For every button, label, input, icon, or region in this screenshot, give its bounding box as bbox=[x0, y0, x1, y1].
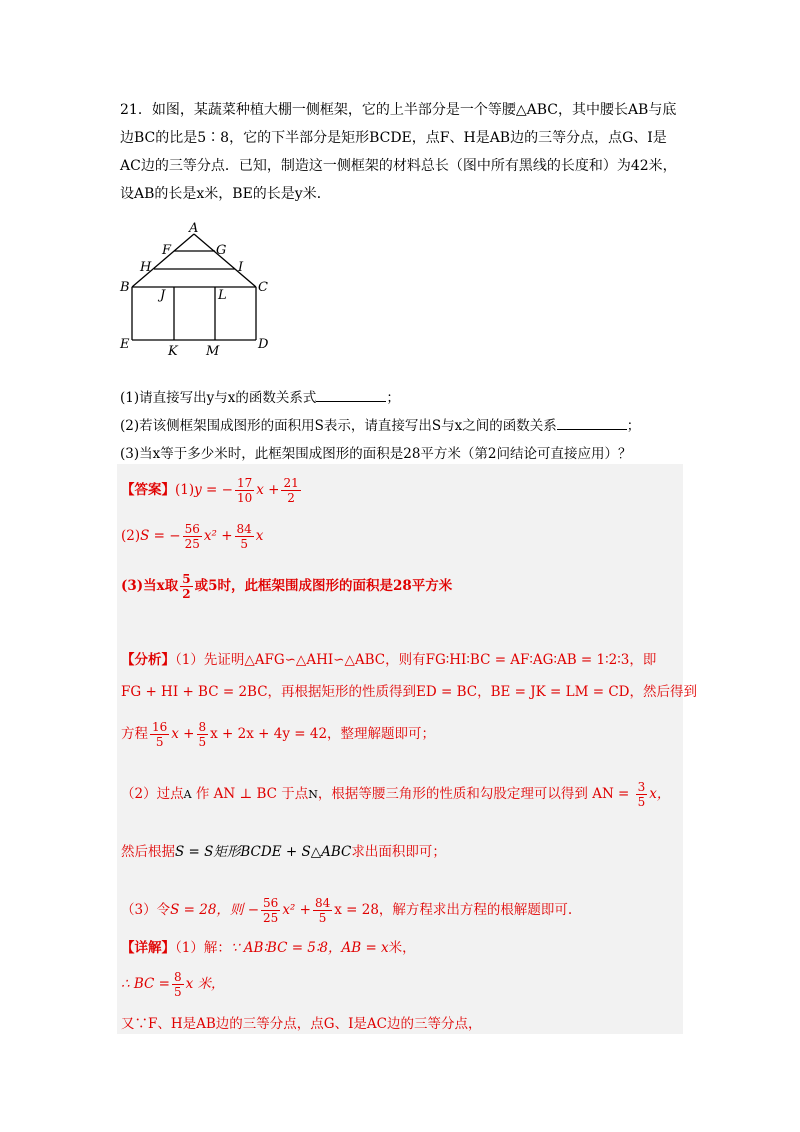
fraction: $\frac{8}{5}$ bbox=[198, 720, 207, 749]
label-j: J bbox=[160, 288, 166, 303]
fraction: $\frac{21}{2}$ bbox=[283, 476, 299, 505]
fraction: $\frac{3}{5}$ bbox=[637, 780, 646, 809]
analysis-line-2: FG + HI + BC = 2BC，再根据矩形的性质得到ED = BC，BE = JK = LM = CD，然后得到 bbox=[121, 684, 697, 700]
label-h: H bbox=[140, 260, 152, 275]
detail-line-2: ∴ BC = $\frac{8}{5}$ x 米， bbox=[121, 970, 225, 999]
question-3: (3)当x等于多少米时，此框架围成图形的面积是28平方米（第2问结论可直接应用）？ bbox=[120, 446, 632, 462]
fraction: $\frac{56}{25}$ bbox=[184, 522, 200, 551]
label-a: A bbox=[189, 222, 199, 236]
answer-blank-1 bbox=[316, 387, 386, 402]
label-c: C bbox=[258, 280, 268, 295]
label-k: K bbox=[168, 344, 178, 359]
analysis-tag: 【分析】 bbox=[121, 652, 175, 668]
question-1: (1)请直接写出y与x的函数关系式 ； bbox=[120, 384, 680, 412]
label-i: I bbox=[238, 260, 244, 275]
label-g: G bbox=[216, 243, 227, 258]
detail-line-3: 又∵F、H是AB边的三等分点，点G、I是AC边的三等分点， bbox=[121, 1016, 482, 1032]
answer-1: 【答案】(1)y = − $\frac{17}{10}$ x + $\frac{21}{2}$ bbox=[121, 476, 299, 505]
answer-3: (3)当x取 $\frac{5}{2}$ 或5时，此框架围成图形的面积是28平方米 bbox=[121, 572, 453, 601]
fraction: $\frac{8}{5}$ bbox=[173, 970, 182, 999]
fraction: $\frac{84}{5}$ bbox=[314, 896, 331, 925]
analysis-line-3: 方程 $\frac{16}{5}$ x + $\frac{8}{5}$ x + 2x + 4y = 42，整理解题即可； bbox=[121, 720, 436, 749]
fraction: $\frac{56}{25}$ bbox=[263, 896, 279, 925]
detail-line-1: 【详解】（1）解：∵ AB∶BC = 5∶8，AB = x米， bbox=[121, 940, 416, 956]
fraction: $\frac{84}{5}$ bbox=[236, 522, 252, 551]
analysis-line-4: （2）过点A 作 AN ⊥ BC 于点N，根据等腰三角形的性质和勾股定理可以得到 AN = $\frac{3}{5}$ x， bbox=[121, 780, 671, 809]
label-e: E bbox=[120, 337, 130, 352]
label-b: B bbox=[120, 280, 130, 295]
problem-statement bbox=[120, 96, 680, 208]
analysis-line-5: 然后根据S = S矩形BCDE + S△ABC求出面积即可； bbox=[121, 844, 446, 860]
answer-blank-2 bbox=[557, 415, 627, 430]
answer-tag: 【答案】 bbox=[121, 482, 175, 498]
analysis-line-6: （3）令S = 28，则 − $\frac{56}{25}$ x² + $\frac{84}{5}$ x = 28，解方程求出方程的根解题即可. bbox=[121, 896, 573, 925]
problem-line-4: 设AB的长是x米，BE的长是y米． bbox=[120, 186, 331, 202]
questions bbox=[120, 384, 680, 468]
solution-panel bbox=[117, 464, 697, 1034]
label-d: D bbox=[258, 337, 269, 352]
answer-2: (2)S = − $\frac{56}{25}$ x² + $\frac{84}{5}$ x bbox=[121, 522, 264, 551]
fraction: $\frac{17}{10}$ bbox=[236, 476, 253, 505]
geometry-figure bbox=[118, 222, 278, 362]
problem-line-2: 边BC的比是5∶8，它的下半部分是矩形BCDE，点F、H是AB边的三等分点，点G、I是 bbox=[120, 130, 667, 146]
question-2: (2)若该侧框架围成图形的面积用S表示，请直接写出S与x之间的函数关系 ； bbox=[120, 412, 680, 440]
problem-line-3: AC边的三等分点．已知，制造这一侧框架的材料总长（图中所有黑线的长度和）为42米， bbox=[120, 158, 677, 174]
edge-ac bbox=[194, 234, 256, 287]
label-m: M bbox=[206, 344, 220, 359]
label-f: F bbox=[162, 243, 172, 258]
detail-tag: 【详解】 bbox=[121, 940, 175, 956]
fraction: $\frac{5}{2}$ bbox=[182, 572, 191, 601]
problem-line-1: 21．如图，某蔬菜种植大棚一侧框架，它的上半部分是一个等腰△ABC，其中腰长AB与底 bbox=[120, 102, 677, 118]
label-l: L bbox=[218, 288, 227, 303]
fraction: $\frac{16}{5}$ bbox=[152, 720, 168, 749]
analysis-line-1: 【分析】（1）先证明△AFG∽△AHI∽△ABC，则有FG∶HI∶BC = AF∶AG∶AB = 1∶2∶3，即 bbox=[121, 652, 657, 668]
